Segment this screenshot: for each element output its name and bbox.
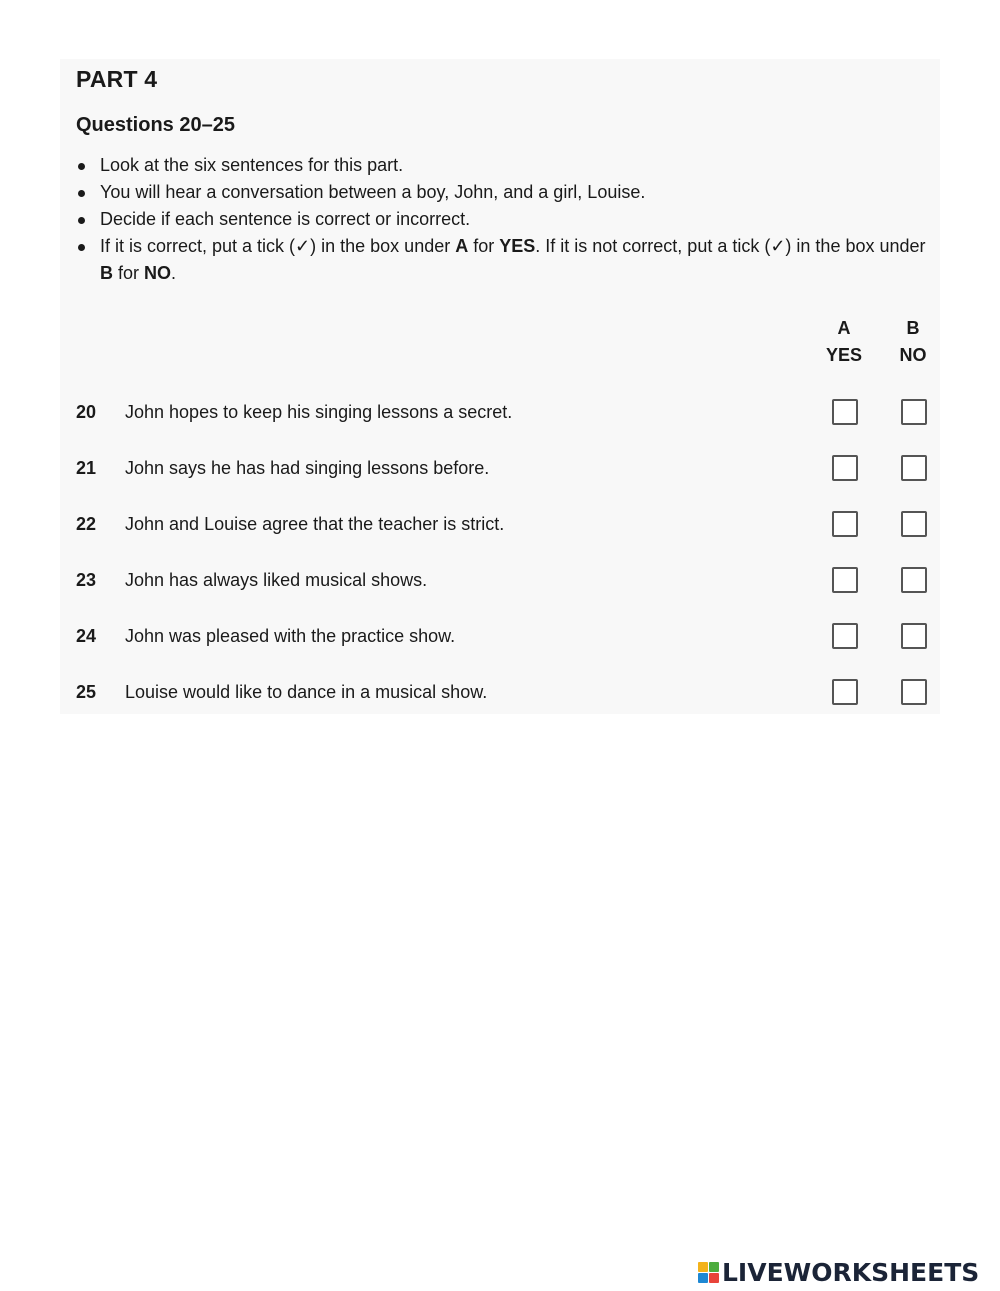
question-text: John was pleased with the practice show. bbox=[125, 626, 456, 646]
no-checkbox[interactable] bbox=[901, 623, 927, 649]
question-number: 21 bbox=[76, 458, 97, 478]
column-a-letter: A bbox=[837, 318, 851, 338]
column-header-b bbox=[878, 315, 948, 369]
question-number: 25 bbox=[76, 682, 97, 702]
question-text: John has always liked musical shows. bbox=[125, 570, 428, 590]
instruction-item: Look at the six sentences for this part. bbox=[76, 152, 936, 179]
question-text: John hopes to keep his singing lessons a secret. bbox=[125, 402, 513, 422]
instruction-item: Decide if each sentence is correct or incorrect. bbox=[76, 206, 936, 233]
questions-range: Questions 20–25 bbox=[76, 114, 235, 136]
no-checkbox[interactable] bbox=[901, 567, 927, 593]
no-checkbox[interactable] bbox=[901, 399, 927, 425]
instruction-item: If it is correct, put a tick (✓) in the box under A for YES. If it is not correct, put a tick (✓) in the box under B for NO. bbox=[76, 233, 936, 287]
yes-checkbox[interactable] bbox=[832, 399, 858, 425]
instructions-list bbox=[76, 152, 936, 287]
question-row bbox=[76, 450, 936, 490]
question-row bbox=[76, 618, 936, 658]
logo-mark-icon bbox=[698, 1262, 719, 1283]
yes-checkbox[interactable] bbox=[832, 511, 858, 537]
question-number: 23 bbox=[76, 570, 97, 590]
column-b-label: NO bbox=[899, 345, 927, 365]
liveworksheets-logo bbox=[698, 1256, 979, 1288]
logo-tile bbox=[709, 1262, 719, 1272]
question-number: 24 bbox=[76, 626, 97, 646]
question-text: John and Louise agree that the teacher is strict. bbox=[125, 514, 505, 534]
question-row bbox=[76, 506, 936, 546]
no-checkbox[interactable] bbox=[901, 455, 927, 481]
question-row bbox=[76, 394, 936, 434]
yes-checkbox[interactable] bbox=[832, 567, 858, 593]
column-a-label: YES bbox=[825, 345, 863, 365]
logo-tile bbox=[698, 1273, 708, 1283]
part-title: PART 4 bbox=[76, 66, 158, 92]
question-text: Louise would like to dance in a musical show. bbox=[125, 682, 488, 702]
question-text: John says he has had singing lessons before. bbox=[125, 458, 490, 478]
instruction-item: You will hear a conversation between a boy, John, and a girl, Louise. bbox=[76, 179, 936, 206]
logo-tile bbox=[698, 1262, 708, 1272]
yes-checkbox[interactable] bbox=[832, 679, 858, 705]
question-number: 20 bbox=[76, 402, 97, 422]
yes-checkbox[interactable] bbox=[832, 455, 858, 481]
column-header-a bbox=[809, 315, 879, 369]
yes-checkbox[interactable] bbox=[832, 623, 858, 649]
question-row bbox=[76, 674, 936, 714]
question-row bbox=[76, 562, 936, 602]
column-b-letter: B bbox=[906, 318, 920, 338]
logo-text: LIVEWORKSHEETS bbox=[722, 1257, 980, 1287]
no-checkbox[interactable] bbox=[901, 511, 927, 537]
question-number: 22 bbox=[76, 514, 97, 534]
logo-tile bbox=[709, 1273, 719, 1283]
no-checkbox[interactable] bbox=[901, 679, 927, 705]
